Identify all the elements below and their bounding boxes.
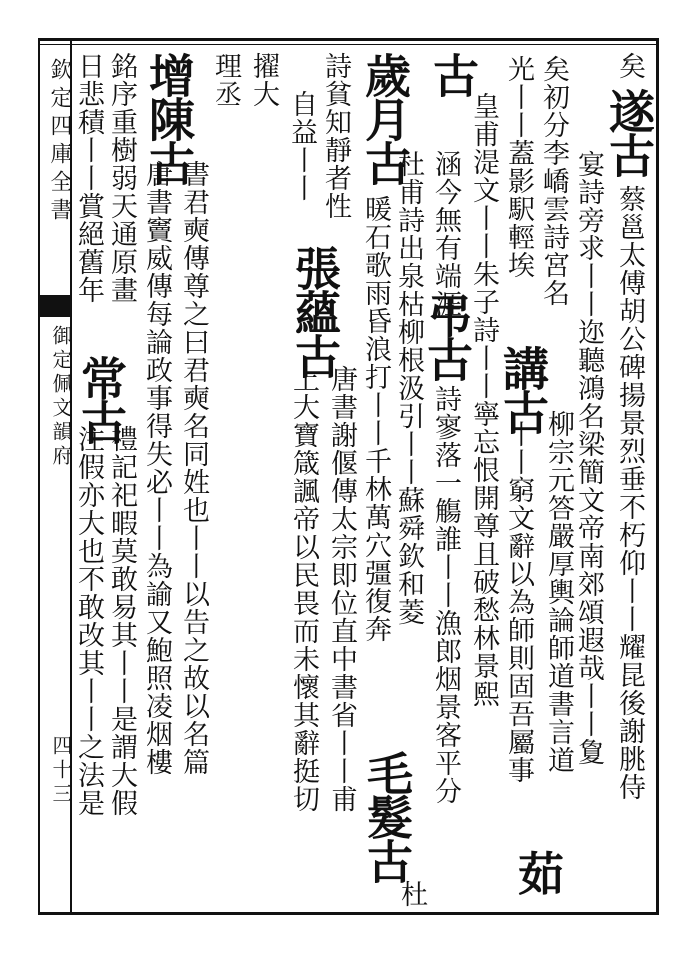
- heading-maofagu: 毛髮古: [360, 750, 414, 882]
- text-column-11: 擢大: [248, 52, 279, 108]
- text-column-14: 唐書竇威傳每論政事得失必丨丨為諭又鮑照凌烟樓: [141, 160, 172, 776]
- text-column-7: 杜甫詩出泉枯柳根汲引丨丨蘇舜欽和菱: [393, 150, 424, 626]
- bottom-border: [38, 912, 658, 915]
- text-column-1-body: 蔡邕太傅胡公碑揚景烈垂不朽仰丨丨耀昆後謝朓侍: [614, 185, 645, 801]
- top-border-inner: [38, 44, 658, 45]
- text-column-10b: 上大寶箴諷帝以民畏而未懷其辭挺切: [288, 365, 319, 813]
- text-column-2b: 宴詩旁求丨丨迩聽鴻名梁簡文帝南郊頌遐哉丨丨夐: [573, 150, 604, 766]
- text-column-15b: 禮記祀暇莫敢易其丨丨是謂大假: [106, 425, 137, 817]
- margin-page-number: 四十三: [49, 735, 73, 807]
- right-border: [656, 38, 659, 915]
- fishtail-mark: [38, 295, 72, 317]
- text-column-1: [616, 52, 643, 80]
- text-column-13: 書君奭傳尊之曰君奭名同姓也丨丨以告之故以名篇: [178, 160, 209, 776]
- text-column-16b: 注假亦大也不敢改其丨丨之法是: [73, 425, 104, 817]
- text-column-5: 皇甫湜文丨丨朱子詩丨丨寧忘恨開尊且破愁林景熙: [468, 92, 499, 708]
- margin-section-title: 御定佩文韻府: [49, 325, 73, 469]
- text-column-3a: 光丨丨蓋影駅輕埃: [503, 55, 534, 279]
- text-column-3b: 柳宗元答嚴厚輿論師道書言道: [543, 410, 574, 774]
- heading-jianggu: 講古: [496, 345, 550, 433]
- left-outer-border: [38, 38, 40, 915]
- text-column-15a: 銘序重樹弱天通原畫: [106, 52, 137, 304]
- margin-book-title: 欽定四庫全書: [47, 58, 72, 226]
- text-column-2a: 矣初分李嶠雲詩宮名: [538, 55, 569, 307]
- heading-zhangyungu: 張蘊古: [288, 245, 342, 377]
- text-column-9b: 唐書謝偃傳太宗即位直中書省丨丨甫: [326, 365, 357, 813]
- text-column-10a: 自益丨丨: [286, 90, 317, 202]
- heading-ru: 茹: [511, 850, 565, 894]
- text-column-6a: 涵今無有端涯: [430, 150, 461, 318]
- text-column-9a: 詩貧知靜者性: [320, 52, 351, 220]
- heading-suiyuegu: 歲月古: [358, 52, 412, 184]
- text-column-6b: 詩寥落一觴誰丨丨漁郎烟景客平分: [430, 385, 461, 805]
- text-column-8b: 杜: [396, 880, 427, 908]
- text-column-12: 理丞: [210, 52, 241, 108]
- heading-suigu: 遂古: [602, 88, 656, 176]
- top-border: [38, 38, 658, 41]
- heading-diaogu: 弔古: [420, 292, 474, 380]
- text-column-4: 丨丨窮文辭以為師則固吾屬事: [503, 420, 534, 784]
- heading-zengchengu: 增陳古: [142, 52, 196, 184]
- heading-gu: 古: [426, 52, 480, 96]
- text-column-8a: 暖石歌雨昏浪打丨丨千林萬穴彊復奔: [360, 195, 391, 643]
- heading-changgu: 常古: [74, 355, 128, 443]
- column-top-char: 矣: [614, 52, 645, 80]
- text-column-16a: 日悲積丨丨賞絕舊年: [73, 52, 104, 304]
